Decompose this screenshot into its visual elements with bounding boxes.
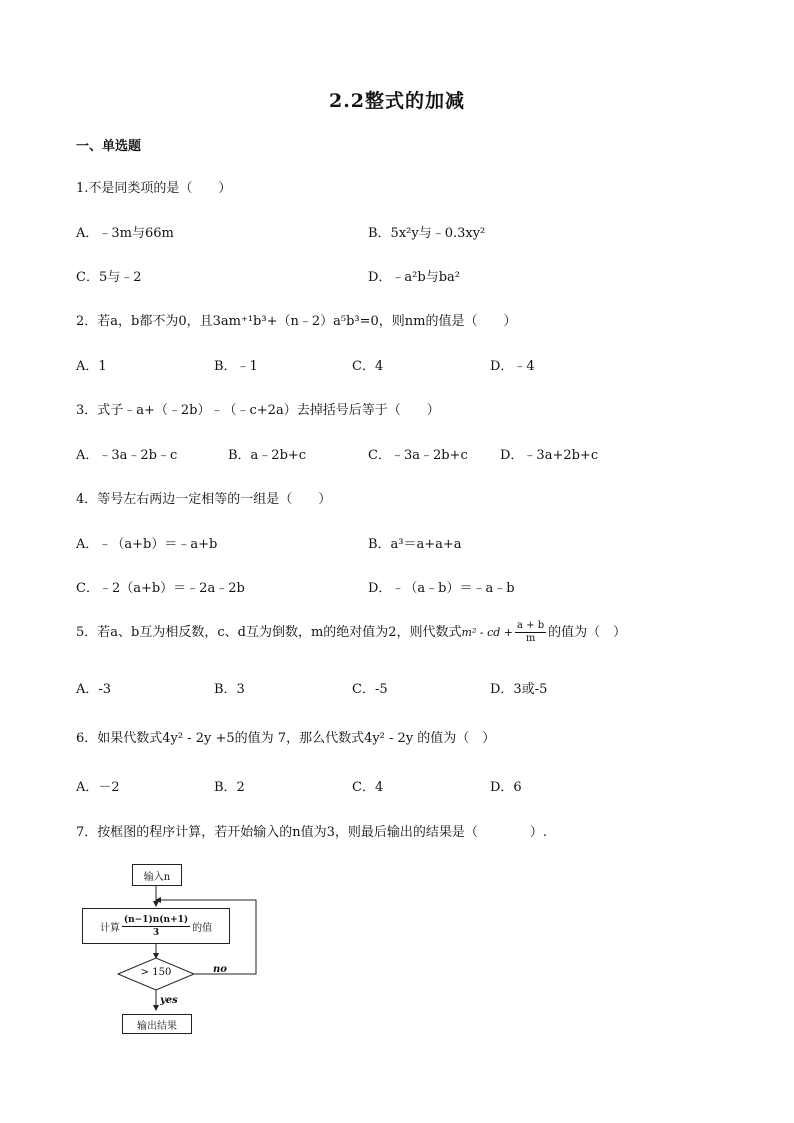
question-1-option-c[interactable]: C．5与﹣2: [76, 270, 142, 285]
flowchart: [80, 858, 280, 1038]
question-5-stem-before: 5．若a、b互为相反数，c、d互为倒数，m的绝对值为2，则代数式: [76, 625, 462, 640]
question-4-option-a[interactable]: A．﹣（a+b）＝﹣a+b: [76, 537, 218, 552]
question-2-option-d[interactable]: D．﹣4: [490, 359, 535, 374]
question-1-option-d[interactable]: D．﹣a²b与ba²: [368, 270, 460, 285]
question-6-option-d[interactable]: D．6: [490, 780, 522, 795]
question-6-option-c[interactable]: C．4: [352, 780, 384, 795]
question-5-expression: m² - cd +: [461, 626, 514, 639]
question-5-fraction: [515, 620, 546, 645]
flowchart-calc-denominator: 3: [152, 927, 160, 938]
flowchart-yes-label: yes: [160, 995, 178, 1006]
question-3-option-a[interactable]: A．﹣3a﹣2b﹣c: [76, 448, 178, 463]
question-5-stem-after: 的值为（ ）: [548, 625, 627, 640]
question-6-stem: 6．如果代数式4y² - 2y +5的值为 7，那么代数式4y² - 2y 的值为（ ）: [76, 731, 496, 746]
question-5-stem: [76, 620, 626, 645]
question-5-option-a[interactable]: A．-3: [76, 682, 112, 697]
question-1-option-a[interactable]: A．﹣3m与66m: [76, 226, 174, 241]
question-3-option-b[interactable]: B．a﹣2b+c: [228, 448, 307, 463]
question-1-stem: 1.不是同类项的是（ ）: [76, 181, 232, 196]
flowchart-calc-numerator: (n−1)n(n+1): [123, 914, 189, 925]
question-5-fraction-denominator: m: [525, 633, 536, 644]
question-2-option-b[interactable]: B．﹣1: [214, 359, 258, 374]
question-5-option-c[interactable]: C．-5: [352, 682, 388, 697]
question-2-stem: 2．若a，b都不为0，且3am⁺¹b³+（n﹣2）a⁵b³=0，则nm的值是（ ）: [76, 314, 517, 329]
question-2-option-a[interactable]: A．1: [76, 359, 107, 374]
flowchart-calc-fraction: [122, 914, 190, 939]
question-4-stem: 4．等号左右两边一定相等的一组是（ ）: [76, 492, 332, 507]
question-5-option-b[interactable]: B．3: [214, 682, 245, 697]
question-2-option-c[interactable]: C．4: [352, 359, 384, 374]
question-3-option-c[interactable]: C．﹣3a﹣2b+c: [368, 448, 468, 463]
flowchart-calc-suffix: 的值: [192, 922, 213, 934]
page-title: 2.2整式的加减: [328, 90, 466, 112]
flowchart-condition: > 150: [140, 967, 172, 978]
question-7-stem: 7．按框图的程序计算，若开始输入的n值为3，则最后输出的结果是（ ）.: [76, 825, 548, 840]
question-4-option-c[interactable]: C．﹣2（a+b）＝﹣2a﹣2b: [76, 581, 245, 596]
question-4-option-d[interactable]: D．﹣（a﹣b）＝﹣a﹣b: [368, 581, 515, 596]
flowchart-no-label: no: [213, 964, 227, 975]
flowchart-input-box: 输入n: [132, 864, 182, 886]
question-6-option-a[interactable]: A．－2: [76, 780, 120, 795]
question-3-option-d[interactable]: D．﹣3a+2b+c: [500, 448, 599, 463]
question-6-option-b[interactable]: B．2: [214, 780, 245, 795]
question-1-option-b[interactable]: B．5x²y与﹣0.3xy²: [368, 226, 486, 241]
flowchart-calc-box: [82, 908, 230, 944]
flowchart-calc-prefix: 计算: [99, 922, 120, 934]
section-heading: 一、单选题: [76, 139, 142, 154]
flowchart-output-box: 输出结果: [122, 1014, 192, 1034]
question-5-fraction-numerator: a + b: [517, 620, 545, 631]
question-4-option-b[interactable]: B．a³＝a+a+a: [368, 537, 462, 552]
question-5-option-d[interactable]: D．3或-5: [490, 682, 548, 697]
question-3-stem: 3．式子﹣a+（﹣2b）﹣（﹣c+2a）去掉括号后等于（ ）: [76, 403, 440, 418]
